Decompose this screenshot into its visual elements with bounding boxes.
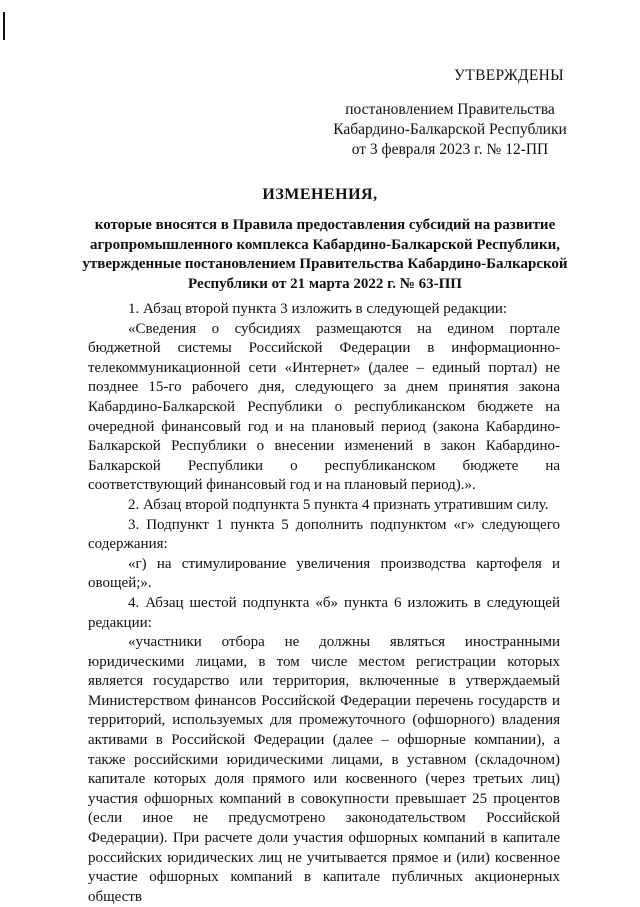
paragraph: 3. Подпункт 1 пункта 5 дополнить подпунктом «г» следующего содержания: — [88, 516, 560, 553]
paragraph: «г) на стимулирование увеличения производства картофеля и овощей;». — [88, 555, 560, 592]
paragraph: «участники отбора не должны являться иностранными юридическими лицами, в том числе местом регистрации которых является государство или территория, включенные в утверждаемый Министерством финансов Российской Федерации перечень государств и территорий, используемых для промежуточного (офшорного) владения активами в Российской Федерации (далее – офшорные компании), а также российскими юридическими лицами, в уставном (складочном) капитале которых доля прямого или косвенного (через третьих лиц) участия офшорных компаний в совокупности превышает 25 процентов (если иное не предусмотрено законодательством Российской Федерации). При расчете доли участия офшорных компаний в капитале российских юридических лиц не учитывается прямое и (или) косвенное участие офшорных компаний в капитале публичных акционерных обществ — [88, 634, 560, 905]
approval-heading: УТВЕРЖДЕНЫ — [454, 67, 564, 84]
approval-line: Кабардино-Балкарской Республики — [333, 121, 567, 138]
document-body — [88, 300, 560, 907]
approval-line: от 3 февраля 2023 г. № 12-ПП — [351, 141, 549, 158]
document-subtitle: которые вносятся в Правила предоставления субсидий на развитие агропромышленного комплекса Кабардино-Балкарской Республики, утвержденные постановлением Правительства Кабардино-Балкарской Республики от 21 марта 2022 г. № 63-ПП — [82, 217, 568, 292]
paragraph: 2. Абзац второй подпункта 5 пункта 4 признать утратившим силу. — [128, 496, 549, 513]
document-title: ИЗМЕНЕНИЯ, — [262, 186, 378, 203]
approval-block — [330, 66, 570, 160]
paragraph: 1. Абзац второй пункта 3 изложить в следующей редакции: — [128, 301, 508, 317]
paragraph: «Сведения о субсидиях размещаются на едином портале бюджетной системы Российской Федерации в информационно-телекоммуникационной сети «Интернет» (далее – единый портал) не позднее 15-го рабочего дня, следующего за днем принятия закона Кабардино-Балкарской Республики о республиканском бюджете на очередной финансовый год и на плановый период (закона Кабардино-Балкарской Республики о внесении изменений в закон Кабардино-Балкарской Республики о республиканском бюджете на соответствующий финансовый год и на плановый период).». — [88, 320, 560, 494]
page-edge-mark — [3, 12, 5, 40]
paragraph: 4. Абзац шестой подпункта «б» пункта 6 изложить в следующей редакции: — [88, 594, 560, 631]
approval-line: постановлением Правительства — [345, 101, 555, 118]
